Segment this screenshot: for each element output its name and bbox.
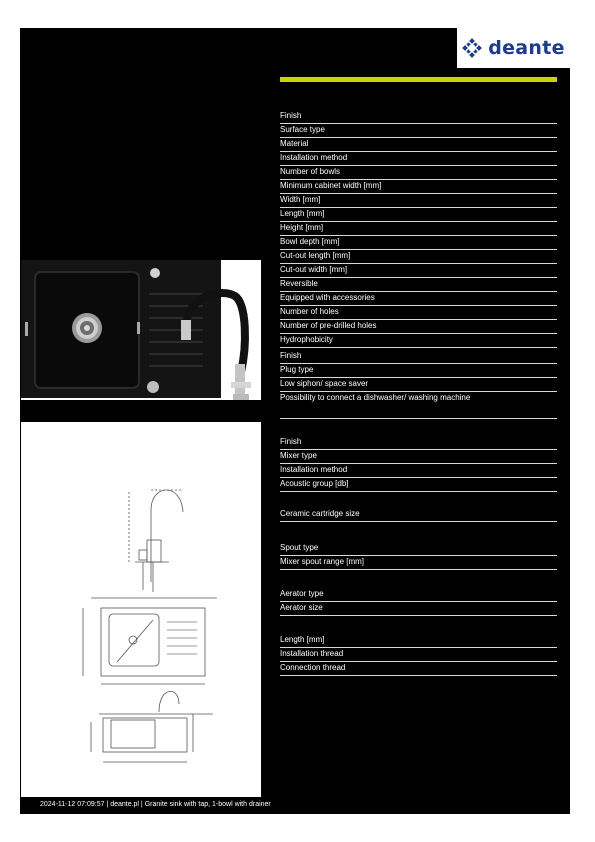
- dimension-drawing: [21, 422, 261, 797]
- brand-logo: [457, 28, 570, 68]
- hose-spec-list: [280, 634, 557, 676]
- spec-row: Acoustic group [db]: [280, 478, 557, 492]
- spec-row: Length [mm]: [280, 634, 557, 648]
- sink-spec-list: [280, 110, 557, 348]
- spec-row: Connection thread: [280, 662, 557, 676]
- spec-row: Aerator size: [280, 602, 557, 616]
- cartridge-spec-list: [280, 508, 557, 522]
- accent-bar: [280, 77, 557, 82]
- spec-row: Number of pre-drilled holes: [280, 320, 557, 334]
- spec-row: Surface type: [280, 124, 557, 138]
- spec-row: Cut-out length [mm]: [280, 250, 557, 264]
- spec-row: Width [mm]: [280, 194, 557, 208]
- spec-row: Finish: [280, 350, 557, 364]
- spec-row: Plug type: [280, 364, 557, 378]
- spec-row: Ceramic cartridge size: [280, 508, 557, 522]
- spec-row: Number of bowls: [280, 166, 557, 180]
- aerator-spec-list: [280, 588, 557, 616]
- page-footer: 2024-11-12 07:09:57 | deante.pl | Granite sink with tap, 1-bowl with drainer: [40, 801, 271, 808]
- spec-row: Length [mm]: [280, 208, 557, 222]
- spec-row: Mixer spout range [mm]: [280, 556, 557, 570]
- tap-spec-list: [280, 436, 557, 492]
- deante-logo-icon: [462, 38, 482, 58]
- sink-with-tap-illustration: [21, 260, 261, 400]
- spec-row: Installation method: [280, 152, 557, 166]
- spec-row: Equipped with accessories: [280, 292, 557, 306]
- spec-row: Cut-out width [mm]: [280, 264, 557, 278]
- spec-row: Height [mm]: [280, 222, 557, 236]
- spec-row: Material: [280, 138, 557, 152]
- spec-row: Finish: [280, 436, 557, 450]
- spec-row: Possibility to connect a dishwasher/ washing machine: [280, 392, 557, 419]
- spec-row: Minimum cabinet width [mm]: [280, 180, 557, 194]
- spec-row: Mixer type: [280, 450, 557, 464]
- spec-row: Bowl depth [mm]: [280, 236, 557, 250]
- spec-row: Installation method: [280, 464, 557, 478]
- technical-drawing: [21, 422, 261, 797]
- spec-row: Installation thread: [280, 648, 557, 662]
- brand-name: deante: [488, 37, 565, 59]
- product-photo: [21, 260, 261, 400]
- spec-row: Aerator type: [280, 588, 557, 602]
- spec-row: Low siphon/ space saver: [280, 378, 557, 392]
- spec-row: Number of holes: [280, 306, 557, 320]
- spec-row: Finish: [280, 110, 557, 124]
- spec-row: Spout type: [280, 542, 557, 556]
- drain-spec-list: [280, 350, 557, 419]
- spec-row: Hydrophobicity: [280, 334, 557, 348]
- spec-row: Reversible: [280, 278, 557, 292]
- spout-spec-list: [280, 542, 557, 570]
